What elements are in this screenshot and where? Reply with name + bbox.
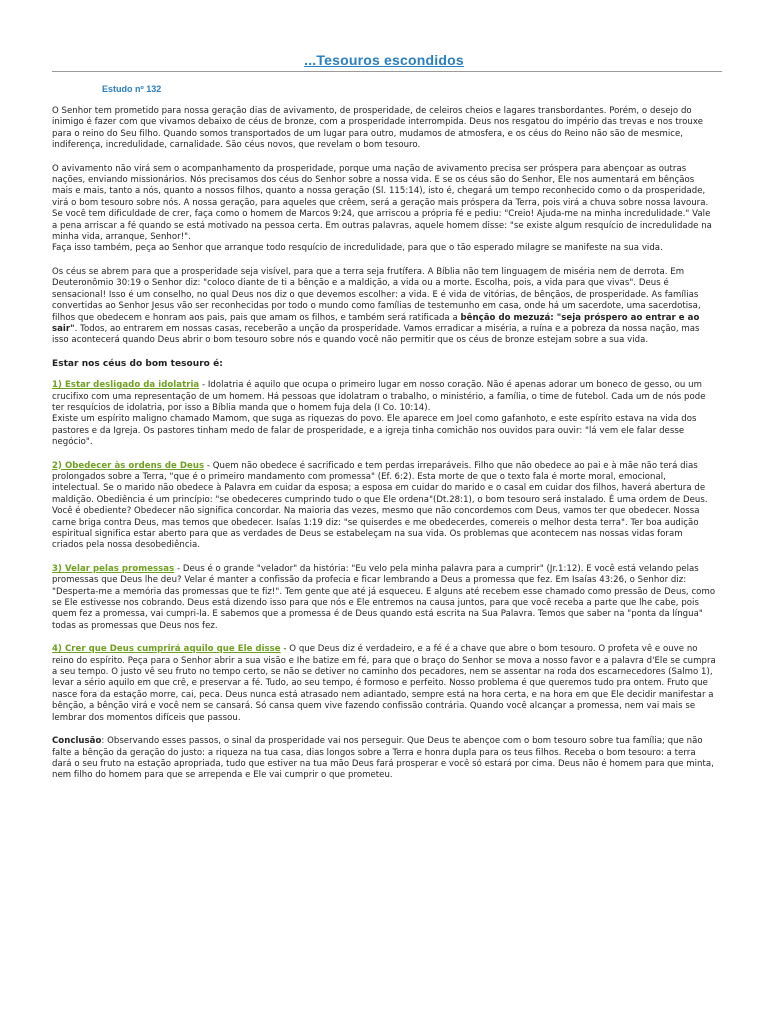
conclusion-text: : Observando esses passos, o sinal da prosperidade vai nos perseguir. Que Deus te abençoe com o bom tesouro sobre tua família; que não falte a bênção da geração do justo: a riqueza na tua casa, dias longos sobre a Terra e honra dupla para os teus filhos. Receba o bom tesouro: a terra dará o seu fruto na estação apropriada, tudo que estiver na tua mão Deus fará prosperar e você só estará por cima. Deus não é homem para que minta, nem filho do homem para que se arrependa e Ele vai cumprir o que prometeu. (52, 736, 714, 781)
conclusion-label: Conclusão (52, 736, 102, 747)
study-number: Estudo nº 132 (102, 84, 162, 94)
article-body (52, 106, 716, 794)
conclusion (52, 736, 716, 782)
paragraph-ceus (52, 267, 716, 347)
item-2-label: 2) Obedecer às ordens de Deus (52, 460, 205, 471)
item-2-text: - Quem não obedece é sacrificado e tem perdas irreparáveis. Filho que não obedece ao pai e à mãe não terá dias prolongados sobre a Terra, "que é o primeiro mandamento com promessa" (Ef. 6:2). Esta morte de que o texto fala é morte moral, emocional, intelectual. Se o marido não obedece à Palavra em cuidar da esposa; a esposa em cuidar do marido e o casal em cuidar dos filhos, haverá abertura de maldição. Obediência é um princípio: "se obedeceres cumprindo tudo o que Ele ordena"(Dt.28:1), o bom tesouro será instalado. É uma ordem de Deus. Você é obediente? Obedecer não significa concordar. Na maioria das vezes, mesmo que não concordemos com Deus, vamos ter que obedecer. Nossa carne briga contra Deus, mas temos que obedecer. Isaías 1:19 diz: "se quiserdes e me obedecerdes, comereis o melhor desta terra". Ter boa audição espiritual significa estar aberto para que as verdades de Deus se estabeleçam na sua vida. Os problemas que acontecem nas nossas vidas foram criados pela nossa desobediência. (52, 460, 708, 551)
paragraph-intro: O Senhor tem prometido para nossa geração dias de avivamento, de prosperidade, de celeiros cheios e lagares transbordantes. Porém, o desejo do inimigo é fazer com que vivamos debaixo de céus de bronze, com a prosperidade interrompida. Deus nos resgatou do império das trevas e nos trouxe para o reino do Seu filho. Quando somos transportados de um lugar para outro, mudamos de atmosfera, e os céus do Reino não são de mesmice, indiferença, incredulidade, carnalidade. São céus novos, que revelam o bom tesouro. (52, 106, 703, 151)
item-1-text-2: Existe um espírito maligno chamado Mamom, que suga as riquezas do povo. Ele aparece em Joel como gafanhoto, e este espírito estava na vida dos pastores e da Igreja. Os pastores tinham medo de falar de prosperidade, e a igreja tinha comichão nos ouvidos para ouvir: "lá vem ele falar desse negócio". (52, 414, 697, 448)
paragraph-ceus-text-2: . Todos, ao entrarem em nossas casas, receberão a unção da prosperidade. Vamos erradicar a miséria, a ruína e a pobreza da nossa nação, mas isso acontecerá quando Deus abrir o bom tesouro sobre nós e quando você não permitir que os céus de bronze estejam sobre a sua vida. (52, 323, 700, 346)
paragraph-avivamento-text: O avivamento não virá sem o acompanhamento da prosperidade, porque uma nação de avivamento precisa ser próspera para abençoar as outras nações, enviando missionários. Nós precisamos dos céus do Senhor sobre a nossa vida. E se os céus são do Senhor, Ele nos aumentará em bênçãos mais e mais, tanto a nós, quanto a nossos filhos, quanto a nossa geração (Sl. 115:14), isto é, chegará um tempo reconhecido como o da prosperidade, virá o bom tesouro sobre nós. A nossa geração, para aqueles que crêem, será a geração mais próspera da Terra, pois virá a chuva sobre nossa lavoura. Se você tem dificuldade de crer, faça como o homem de Marcos 9:24, que arriscou a própria fé e pediu: "Creio! Ajuda-me na minha incredulidade." Vale a pena arriscar a fé quando se está motivado na pessoa certa. Em outras palavras, aquele homem disse: "se existe algum resquício de incredulidade na minha vida, arranque, Senhor!". (52, 163, 712, 243)
list-item-3 (52, 564, 716, 632)
item-1-text: - Idolatria é aquilo que ocupa o primeiro lugar em nosso coração. Não é apenas adorar um boneco de gesso, ou um crucifixo com uma representação de um homem. Há pessoas que idolatram o trabalho, o ministério, a família, o time de futebol. Cada um de nós pode ter resquícios de idolatria, por isso a Bíblia manda que o homem fuja dela (I Co. 10:14). (52, 380, 706, 413)
list-item-1 (52, 380, 716, 448)
item-1-label: 1) Estar desligado da idolatria (52, 380, 200, 391)
item-3-text: - Deus é o grande "velador" da história: "Eu velo pela minha palavra para a cumprir" (Jr.1:12). E você está velando pelas promessas que Deus lhe deu? Velar é manter a confissão da profecia e ficar lembrando a Deus a promessa que fez. Em Isaías 43:26, o Senhor diz: "Desperta-me a memória das promessas que te fiz!". Tem gente que até já esqueceu. E alguns até recebem esse chamado como pressão de Deus, como se Ele estivesse nos cobrando. Deus está dizendo isso para que nós e Ele entremos na causa juntos, para que você receba a parte que lhe cabe, pois quem fez a promessa, vai cumpri-la. E sabemos que a promessa é de Deus quando está escrita na Sua Palavra. Temos que saber na "ponta da língua" todas as promessas que Deus nos fez. (52, 563, 716, 631)
list-item-2 (52, 461, 716, 552)
paragraph-ceus-text: Os céus se abrem para que a prosperidade seja visível, para que a terra seja frutífera. A Bíblia não tem linguagem de miséria nem de derrota. Em Deuteronômio 30:19 o Senhor diz: "coloco diante de ti a bênção e a maldição, a vida ou a morte. Escolha, pois, a vida para que vivas". Deus é sensacional! Isso é um conselho, no qual Deus nos diz o que devemos escolher: a vida. E é vida de vitórias, de bênçãos, de prosperidade. As famílias convertidas ao Senhor Jesus vão ser reconhecidas por todo o mundo como famílias de testemunho em casa, onde há um sacerdote, uma sacerdotisa, filhos que obedecem e honram aos pais, pais que amam os filhos, e também será ratificada a (52, 266, 701, 323)
paragraph-avivamento-text-2: Faça isso também, peça ao Senhor que arranque todo resquício de incredulidade, para que o tão esperado milagre se manifeste na sua vida. (52, 243, 663, 254)
mezuza-blessing: bênção do mezuzá: "seja próspero ao entrar e ao sair" (52, 312, 700, 334)
item-3-label: 3) Velar pelas promessas (52, 563, 175, 574)
section-heading: Estar nos céus do bom tesouro é: (52, 358, 223, 369)
item-4-text: - O que Deus diz é verdadeiro, e a fé é a chave que abre o bom tesouro. O profeta vê e ouve no reino do espírito. Peça para o Senhor abrir a sua visão e Ihe batize em fé, para que o braço do Senhor se mova a nosso favor e a palavra d'Ele se cumpra a seu tempo. O justo vê seu fruto no tempo certo, se não se detiver no caminho dos pecadores, nem se assentar na roda dos escarnecedores (Salmo 1), levar a sério aquilo em que crê, e preservar a fé. Tudo, ao seu tempo, é formoso e perfeito. Nosso problema é que queremos tudo pra ontem. Fruto que nasce fora da estação morre, cai, peca. Deus nunca está atrasado nem adiantado, sempre está na hora certa, e na hora em que Ele decidir manifestar a bênção, a bênção virá e você nem se cansará. Só cansa quem vive fazendo confissão contrária. Quando você alcançar a promessa, nem vai mais se lembrar dos momentos difíceis que passou. (52, 644, 716, 723)
list-item-4 (52, 644, 716, 724)
item-4-label: 4) Crer que Deus cumprirá aquilo que Ele disse (52, 644, 281, 655)
paragraph-avivamento (52, 164, 716, 255)
page-title-link[interactable]: ...Tesouros escondidos (304, 52, 464, 68)
title-divider (52, 71, 722, 72)
